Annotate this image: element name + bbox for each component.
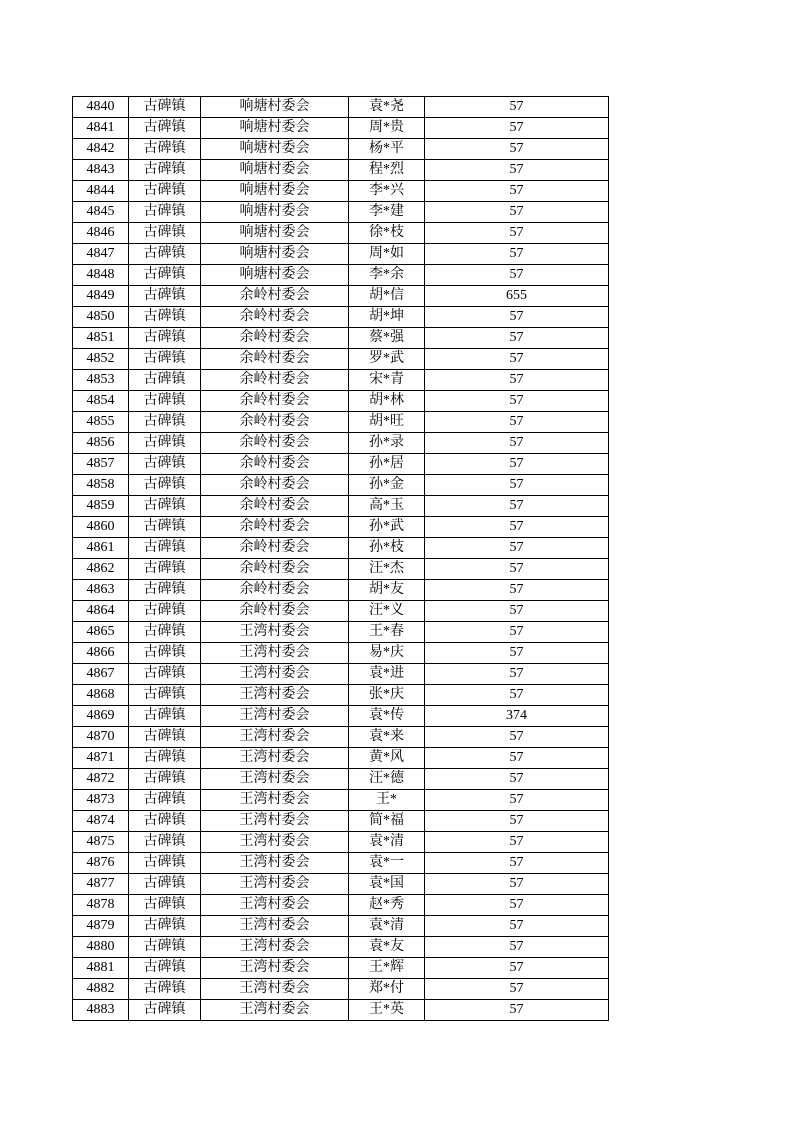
row-number-cell: 4865 — [73, 622, 129, 643]
village-committee-cell: 余岭村委会 — [201, 517, 349, 538]
table-row — [73, 937, 609, 958]
table-row — [73, 895, 609, 916]
row-number-cell: 4852 — [73, 349, 129, 370]
row-number-cell: 4854 — [73, 391, 129, 412]
amount-cell: 57 — [425, 748, 609, 769]
person-name-cell: 高*玉 — [349, 496, 425, 517]
town-cell: 古碑镇 — [129, 916, 201, 937]
amount-cell: 57 — [425, 412, 609, 433]
town-cell: 古碑镇 — [129, 454, 201, 475]
town-cell: 古碑镇 — [129, 874, 201, 895]
row-number-cell: 4862 — [73, 559, 129, 580]
table-row — [73, 664, 609, 685]
town-cell: 古碑镇 — [129, 265, 201, 286]
amount-cell: 57 — [425, 832, 609, 853]
row-number-cell: 4858 — [73, 475, 129, 496]
amount-cell: 57 — [425, 517, 609, 538]
amount-cell: 57 — [425, 1000, 609, 1021]
town-cell: 古碑镇 — [129, 223, 201, 244]
amount-cell: 57 — [425, 958, 609, 979]
village-committee-cell: 响塘村委会 — [201, 265, 349, 286]
village-committee-cell: 余岭村委会 — [201, 412, 349, 433]
town-cell: 古碑镇 — [129, 895, 201, 916]
person-name-cell: 胡*林 — [349, 391, 425, 412]
table-row — [73, 958, 609, 979]
village-committee-cell: 余岭村委会 — [201, 538, 349, 559]
town-cell: 古碑镇 — [129, 811, 201, 832]
amount-cell: 57 — [425, 895, 609, 916]
amount-cell: 57 — [425, 811, 609, 832]
row-number-cell: 4883 — [73, 1000, 129, 1021]
town-cell: 古碑镇 — [129, 160, 201, 181]
amount-cell: 57 — [425, 643, 609, 664]
person-name-cell: 李*兴 — [349, 181, 425, 202]
table-row — [73, 412, 609, 433]
village-committee-cell: 王湾村委会 — [201, 727, 349, 748]
table-row — [73, 559, 609, 580]
table-row — [73, 685, 609, 706]
amount-cell: 57 — [425, 874, 609, 895]
person-name-cell: 汪*杰 — [349, 559, 425, 580]
amount-cell: 57 — [425, 937, 609, 958]
village-committee-cell: 响塘村委会 — [201, 97, 349, 118]
person-name-cell: 周*如 — [349, 244, 425, 265]
amount-cell: 57 — [425, 475, 609, 496]
row-number-cell: 4848 — [73, 265, 129, 286]
table-row — [73, 286, 609, 307]
table-row — [73, 601, 609, 622]
amount-cell: 57 — [425, 979, 609, 1000]
person-name-cell: 蔡*强 — [349, 328, 425, 349]
town-cell: 古碑镇 — [129, 538, 201, 559]
person-name-cell: 袁*友 — [349, 937, 425, 958]
town-cell: 古碑镇 — [129, 1000, 201, 1021]
person-name-cell: 汪*义 — [349, 601, 425, 622]
person-name-cell: 胡*旺 — [349, 412, 425, 433]
table-row — [73, 97, 609, 118]
person-name-cell: 孙*居 — [349, 454, 425, 475]
amount-cell: 57 — [425, 769, 609, 790]
village-committee-cell: 王湾村委会 — [201, 958, 349, 979]
village-committee-cell: 余岭村委会 — [201, 580, 349, 601]
village-committee-cell: 余岭村委会 — [201, 391, 349, 412]
row-number-cell: 4849 — [73, 286, 129, 307]
person-name-cell: 杨*平 — [349, 139, 425, 160]
row-number-cell: 4868 — [73, 685, 129, 706]
person-name-cell: 周*贵 — [349, 118, 425, 139]
village-committee-cell: 王湾村委会 — [201, 769, 349, 790]
village-committee-cell: 王湾村委会 — [201, 643, 349, 664]
town-cell: 古碑镇 — [129, 244, 201, 265]
row-number-cell: 4875 — [73, 832, 129, 853]
row-number-cell: 4881 — [73, 958, 129, 979]
village-committee-cell: 响塘村委会 — [201, 244, 349, 265]
amount-cell: 57 — [425, 139, 609, 160]
town-cell: 古碑镇 — [129, 601, 201, 622]
amount-cell: 655 — [425, 286, 609, 307]
subsidy-table — [72, 96, 609, 1021]
amount-cell: 57 — [425, 181, 609, 202]
table-row — [73, 643, 609, 664]
village-committee-cell: 余岭村委会 — [201, 328, 349, 349]
amount-cell: 57 — [425, 433, 609, 454]
row-number-cell: 4841 — [73, 118, 129, 139]
village-committee-cell: 王湾村委会 — [201, 622, 349, 643]
amount-cell: 57 — [425, 790, 609, 811]
row-number-cell: 4877 — [73, 874, 129, 895]
amount-cell: 57 — [425, 328, 609, 349]
village-committee-cell: 王湾村委会 — [201, 790, 349, 811]
amount-cell: 57 — [425, 664, 609, 685]
village-committee-cell: 王湾村委会 — [201, 811, 349, 832]
person-name-cell: 孙*录 — [349, 433, 425, 454]
town-cell: 古碑镇 — [129, 685, 201, 706]
amount-cell: 57 — [425, 601, 609, 622]
village-committee-cell: 王湾村委会 — [201, 979, 349, 1000]
person-name-cell: 王*辉 — [349, 958, 425, 979]
village-committee-cell: 响塘村委会 — [201, 181, 349, 202]
town-cell: 古碑镇 — [129, 97, 201, 118]
row-number-cell: 4853 — [73, 370, 129, 391]
person-name-cell: 袁*来 — [349, 727, 425, 748]
town-cell: 古碑镇 — [129, 622, 201, 643]
amount-cell: 57 — [425, 685, 609, 706]
town-cell: 古碑镇 — [129, 643, 201, 664]
village-committee-cell: 响塘村委会 — [201, 139, 349, 160]
person-name-cell: 袁*清 — [349, 832, 425, 853]
table-row — [73, 517, 609, 538]
village-committee-cell: 余岭村委会 — [201, 475, 349, 496]
amount-cell: 57 — [425, 160, 609, 181]
town-cell: 古碑镇 — [129, 328, 201, 349]
table-row — [73, 706, 609, 727]
town-cell: 古碑镇 — [129, 559, 201, 580]
village-committee-cell: 王湾村委会 — [201, 1000, 349, 1021]
table-row — [73, 160, 609, 181]
row-number-cell: 4847 — [73, 244, 129, 265]
table-row — [73, 181, 609, 202]
row-number-cell: 4863 — [73, 580, 129, 601]
amount-cell: 57 — [425, 118, 609, 139]
town-cell: 古碑镇 — [129, 517, 201, 538]
town-cell: 古碑镇 — [129, 391, 201, 412]
row-number-cell: 4873 — [73, 790, 129, 811]
amount-cell: 57 — [425, 559, 609, 580]
person-name-cell: 孙*金 — [349, 475, 425, 496]
person-name-cell: 胡*坤 — [349, 307, 425, 328]
village-committee-cell: 王湾村委会 — [201, 832, 349, 853]
table-row — [73, 748, 609, 769]
person-name-cell: 程*烈 — [349, 160, 425, 181]
village-committee-cell: 余岭村委会 — [201, 601, 349, 622]
village-committee-cell: 响塘村委会 — [201, 223, 349, 244]
row-number-cell: 4861 — [73, 538, 129, 559]
row-number-cell: 4855 — [73, 412, 129, 433]
amount-cell: 57 — [425, 307, 609, 328]
amount-cell: 57 — [425, 97, 609, 118]
person-name-cell: 袁*一 — [349, 853, 425, 874]
amount-cell: 57 — [425, 244, 609, 265]
row-number-cell: 4851 — [73, 328, 129, 349]
row-number-cell: 4857 — [73, 454, 129, 475]
village-committee-cell: 王湾村委会 — [201, 664, 349, 685]
amount-cell: 57 — [425, 580, 609, 601]
row-number-cell: 4880 — [73, 937, 129, 958]
town-cell: 古碑镇 — [129, 118, 201, 139]
amount-cell: 57 — [425, 496, 609, 517]
person-name-cell: 孙*枝 — [349, 538, 425, 559]
row-number-cell: 4867 — [73, 664, 129, 685]
amount-cell: 57 — [425, 202, 609, 223]
person-name-cell: 徐*枝 — [349, 223, 425, 244]
table-row — [73, 139, 609, 160]
row-number-cell: 4840 — [73, 97, 129, 118]
amount-cell: 57 — [425, 370, 609, 391]
row-number-cell: 4876 — [73, 853, 129, 874]
town-cell: 古碑镇 — [129, 937, 201, 958]
town-cell: 古碑镇 — [129, 412, 201, 433]
table-row — [73, 853, 609, 874]
town-cell: 古碑镇 — [129, 307, 201, 328]
town-cell: 古碑镇 — [129, 433, 201, 454]
amount-cell: 57 — [425, 454, 609, 475]
town-cell: 古碑镇 — [129, 202, 201, 223]
village-committee-cell: 响塘村委会 — [201, 118, 349, 139]
village-committee-cell: 余岭村委会 — [201, 559, 349, 580]
person-name-cell: 胡*友 — [349, 580, 425, 601]
table-row — [73, 538, 609, 559]
table-row — [73, 790, 609, 811]
person-name-cell: 张*庆 — [349, 685, 425, 706]
town-cell: 古碑镇 — [129, 370, 201, 391]
village-committee-cell: 余岭村委会 — [201, 433, 349, 454]
village-committee-cell: 王湾村委会 — [201, 706, 349, 727]
table-row — [73, 769, 609, 790]
row-number-cell: 4845 — [73, 202, 129, 223]
town-cell: 古碑镇 — [129, 496, 201, 517]
town-cell: 古碑镇 — [129, 475, 201, 496]
person-name-cell: 袁*进 — [349, 664, 425, 685]
village-committee-cell: 王湾村委会 — [201, 895, 349, 916]
village-committee-cell: 余岭村委会 — [201, 454, 349, 475]
village-committee-cell: 王湾村委会 — [201, 874, 349, 895]
village-committee-cell: 余岭村委会 — [201, 496, 349, 517]
table-row — [73, 622, 609, 643]
person-name-cell: 李*建 — [349, 202, 425, 223]
person-name-cell: 胡*信 — [349, 286, 425, 307]
table-row — [73, 979, 609, 1000]
row-number-cell: 4846 — [73, 223, 129, 244]
person-name-cell: 黄*风 — [349, 748, 425, 769]
person-name-cell: 王* — [349, 790, 425, 811]
row-number-cell: 4882 — [73, 979, 129, 1000]
person-name-cell: 孙*武 — [349, 517, 425, 538]
village-committee-cell: 王湾村委会 — [201, 916, 349, 937]
row-number-cell: 4866 — [73, 643, 129, 664]
town-cell: 古碑镇 — [129, 769, 201, 790]
row-number-cell: 4871 — [73, 748, 129, 769]
person-name-cell: 郑*付 — [349, 979, 425, 1000]
person-name-cell: 赵*秀 — [349, 895, 425, 916]
person-name-cell: 罗*武 — [349, 349, 425, 370]
table-row — [73, 475, 609, 496]
village-committee-cell: 响塘村委会 — [201, 202, 349, 223]
person-name-cell: 袁*国 — [349, 874, 425, 895]
town-cell: 古碑镇 — [129, 706, 201, 727]
table-row — [73, 244, 609, 265]
table-row — [73, 118, 609, 139]
row-number-cell: 4843 — [73, 160, 129, 181]
table-row — [73, 307, 609, 328]
village-committee-cell: 响塘村委会 — [201, 160, 349, 181]
table-row — [73, 916, 609, 937]
table-row — [73, 727, 609, 748]
person-name-cell: 王*春 — [349, 622, 425, 643]
amount-cell: 57 — [425, 916, 609, 937]
row-number-cell: 4842 — [73, 139, 129, 160]
amount-cell: 57 — [425, 853, 609, 874]
table-row — [73, 454, 609, 475]
village-committee-cell: 余岭村委会 — [201, 286, 349, 307]
row-number-cell: 4860 — [73, 517, 129, 538]
table-row — [73, 391, 609, 412]
row-number-cell: 4878 — [73, 895, 129, 916]
town-cell: 古碑镇 — [129, 958, 201, 979]
table-row — [73, 496, 609, 517]
amount-cell: 57 — [425, 349, 609, 370]
amount-cell: 57 — [425, 622, 609, 643]
town-cell: 古碑镇 — [129, 139, 201, 160]
amount-cell: 57 — [425, 223, 609, 244]
village-committee-cell: 王湾村委会 — [201, 853, 349, 874]
village-committee-cell: 余岭村委会 — [201, 349, 349, 370]
town-cell: 古碑镇 — [129, 580, 201, 601]
amount-cell: 57 — [425, 727, 609, 748]
row-number-cell: 4874 — [73, 811, 129, 832]
amount-cell: 57 — [425, 538, 609, 559]
table-row — [73, 1000, 609, 1021]
town-cell: 古碑镇 — [129, 748, 201, 769]
town-cell: 古碑镇 — [129, 979, 201, 1000]
village-committee-cell: 余岭村委会 — [201, 307, 349, 328]
row-number-cell: 4859 — [73, 496, 129, 517]
village-committee-cell: 余岭村委会 — [201, 370, 349, 391]
town-cell: 古碑镇 — [129, 832, 201, 853]
table-row — [73, 874, 609, 895]
person-name-cell: 易*庆 — [349, 643, 425, 664]
person-name-cell: 汪*德 — [349, 769, 425, 790]
row-number-cell: 4864 — [73, 601, 129, 622]
table-row — [73, 328, 609, 349]
row-number-cell: 4879 — [73, 916, 129, 937]
person-name-cell: 袁*清 — [349, 916, 425, 937]
town-cell: 古碑镇 — [129, 853, 201, 874]
village-committee-cell: 王湾村委会 — [201, 748, 349, 769]
town-cell: 古碑镇 — [129, 349, 201, 370]
amount-cell: 374 — [425, 706, 609, 727]
person-name-cell: 袁*尧 — [349, 97, 425, 118]
table-body — [73, 97, 609, 1021]
town-cell: 古碑镇 — [129, 181, 201, 202]
amount-cell: 57 — [425, 265, 609, 286]
table-row — [73, 580, 609, 601]
row-number-cell: 4850 — [73, 307, 129, 328]
row-number-cell: 4856 — [73, 433, 129, 454]
row-number-cell: 4872 — [73, 769, 129, 790]
row-number-cell: 4870 — [73, 727, 129, 748]
town-cell: 古碑镇 — [129, 286, 201, 307]
row-number-cell: 4844 — [73, 181, 129, 202]
table-row — [73, 832, 609, 853]
town-cell: 古碑镇 — [129, 727, 201, 748]
row-number-cell: 4869 — [73, 706, 129, 727]
table-row — [73, 223, 609, 244]
person-name-cell: 袁*传 — [349, 706, 425, 727]
person-name-cell: 王*英 — [349, 1000, 425, 1021]
table-row — [73, 202, 609, 223]
village-committee-cell: 王湾村委会 — [201, 685, 349, 706]
person-name-cell: 简*福 — [349, 811, 425, 832]
table-row — [73, 370, 609, 391]
table-row — [73, 811, 609, 832]
table-row — [73, 349, 609, 370]
table-row — [73, 265, 609, 286]
table-row — [73, 433, 609, 454]
amount-cell: 57 — [425, 391, 609, 412]
person-name-cell: 李*余 — [349, 265, 425, 286]
town-cell: 古碑镇 — [129, 664, 201, 685]
village-committee-cell: 王湾村委会 — [201, 937, 349, 958]
town-cell: 古碑镇 — [129, 790, 201, 811]
person-name-cell: 宋*青 — [349, 370, 425, 391]
